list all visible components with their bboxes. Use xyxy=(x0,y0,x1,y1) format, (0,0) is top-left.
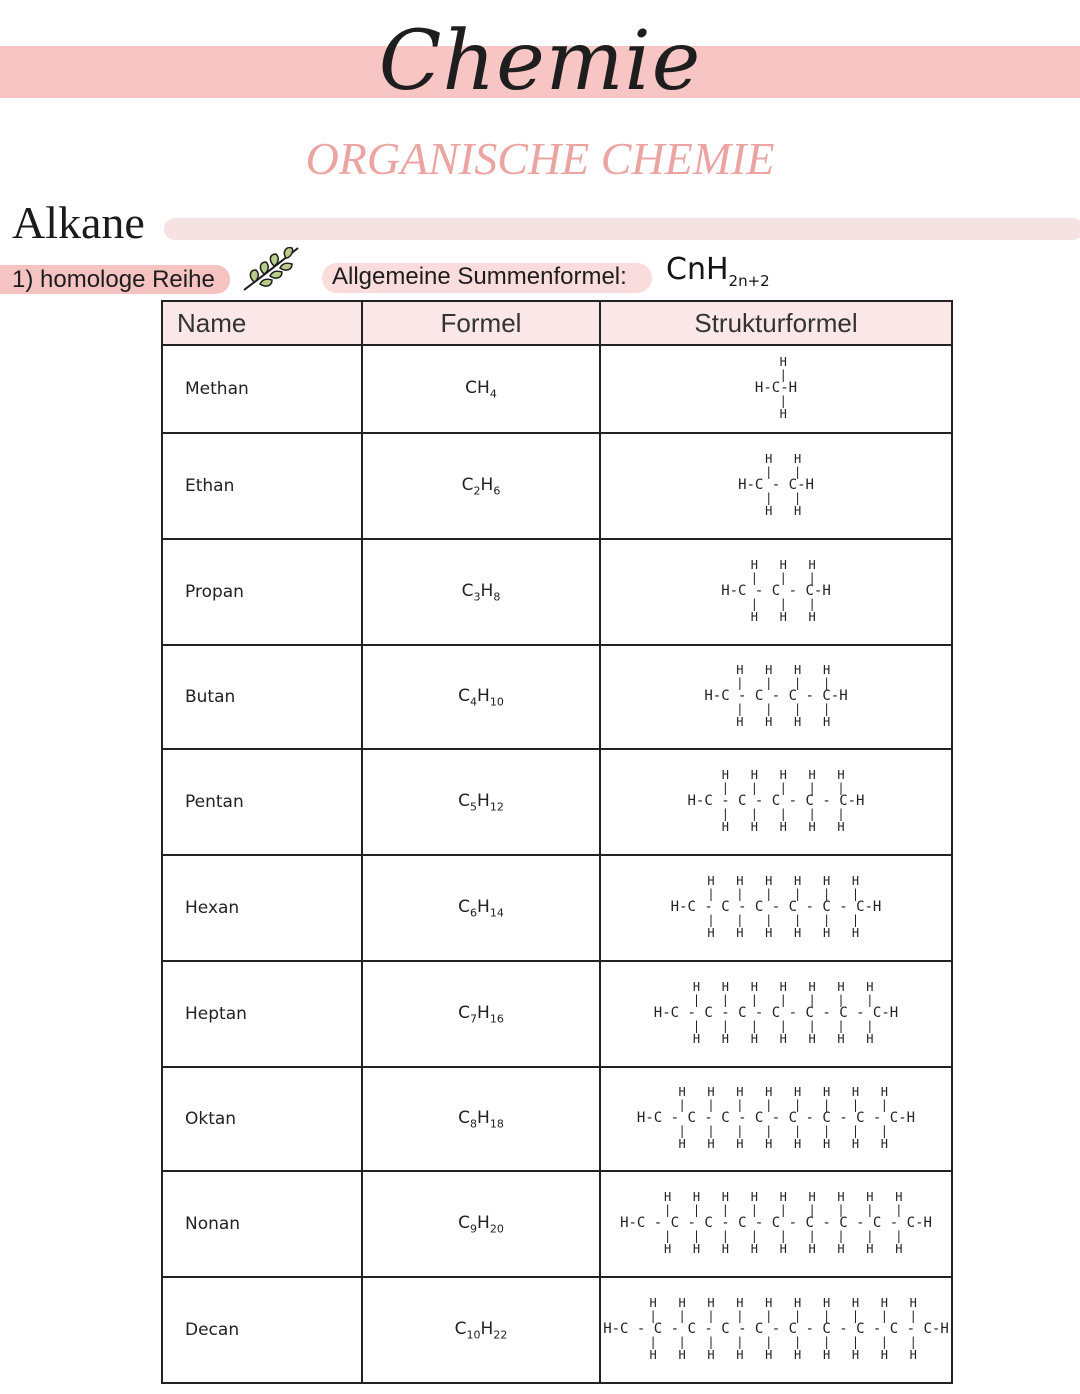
header-name: Name xyxy=(162,301,362,345)
table-row xyxy=(162,1171,952,1277)
section-title: Alkane xyxy=(12,197,145,248)
molecular-formula xyxy=(362,345,600,433)
alkane-name: Hexan xyxy=(162,855,362,961)
carbon-count: 6 xyxy=(470,906,478,920)
structural-formula xyxy=(600,1171,952,1277)
alkane-name: Nonan xyxy=(162,1171,362,1277)
hydrogen-symbol: H xyxy=(477,1212,490,1233)
structural-formula xyxy=(600,1277,952,1383)
table-row xyxy=(162,345,952,433)
table-row xyxy=(162,645,952,749)
hydrogen-symbol: H xyxy=(480,1318,494,1339)
carbon-symbol: C xyxy=(458,1107,471,1128)
table-row xyxy=(162,539,952,645)
carbon-symbol: C xyxy=(458,896,471,917)
molecular-formula xyxy=(362,539,600,645)
hydrogen-count: 6 xyxy=(493,484,501,498)
molecular-formula xyxy=(362,855,600,961)
molecular-formula xyxy=(362,1067,600,1171)
alkane-name: Oktan xyxy=(162,1067,362,1171)
structural-formula-drawing: H H H H H H | | | | | | H-C - C - C - C - C - C-H | | | | | | H H H H H H xyxy=(670,874,882,940)
general-formula: CnH$_{2n+2}$ xyxy=(666,252,770,290)
carbon-count: 9 xyxy=(470,1222,478,1236)
structural-formula-drawing: H H H H | | | | H-C - C - C - C-H | | | | H H H H xyxy=(704,663,848,729)
molecular-formula xyxy=(362,749,600,855)
structural-formula-drawing: H H H H H H H | | | | | | | H-C - C - C - C - C - C - C-H | | | | | | | H H H H H H H xyxy=(653,980,899,1046)
hydrogen-symbol: H xyxy=(480,474,494,495)
alkane-name: Ethan xyxy=(162,433,362,539)
hydrogen-count: 18 xyxy=(489,1117,504,1131)
page-subtitle: ORGANISCHE CHEMIE xyxy=(305,133,775,184)
structural-formula xyxy=(600,749,952,855)
carbon-count: 4 xyxy=(470,695,478,709)
molecular-formula xyxy=(362,1171,600,1277)
structural-formula-drawing: H H H H H H H H H | | | | | | | | | H-C - C - C - C - C - C - C - C - C-H | | | | | | | | | H H H H H H H H H xyxy=(620,1190,932,1256)
structural-formula xyxy=(600,539,952,645)
structural-formula-drawing: H H H | | | H-C - C - C-H | | | H H H xyxy=(721,558,831,624)
hydrogen-count: 12 xyxy=(489,800,504,814)
formula-label: Allgemeine Summenformel: xyxy=(332,263,627,290)
structural-formula xyxy=(600,345,952,433)
structural-formula-drawing: H H H H H | | | | | H-C - C - C - C - C-H | | | | | H H H H H xyxy=(687,768,865,834)
carbon-symbol: C xyxy=(458,790,471,811)
carbon-count: 2 xyxy=(473,484,481,498)
hydrogen-count: 8 xyxy=(493,590,501,604)
hydrogen-count: 10 xyxy=(489,695,504,709)
alkane-name: Heptan xyxy=(162,961,362,1067)
carbon-count: 10 xyxy=(466,1328,481,1342)
molecular-formula xyxy=(362,433,600,539)
carbon-symbol: C xyxy=(458,685,471,706)
alkane-name: Decan xyxy=(162,1277,362,1383)
alkane-name: Pentan xyxy=(162,749,362,855)
hydrogen-symbol: H xyxy=(477,896,490,917)
hydrogen-symbol: H xyxy=(477,1002,490,1023)
structural-formula xyxy=(600,433,952,539)
carbon-count: 5 xyxy=(470,800,478,814)
alkane-name: Propan xyxy=(162,539,362,645)
structural-formula xyxy=(600,855,952,961)
alkane-name: Butan xyxy=(162,645,362,749)
hydrogen-symbol: H xyxy=(477,1107,490,1128)
carbon-symbol: C xyxy=(461,474,474,495)
structural-formula xyxy=(600,961,952,1067)
hydrogen-symbol: H xyxy=(477,377,490,398)
table-row xyxy=(162,1067,952,1171)
table-row xyxy=(162,961,952,1067)
hydrogen-count: 4 xyxy=(489,387,497,401)
carbon-symbol: C xyxy=(454,1318,467,1339)
molecular-formula xyxy=(362,1277,600,1383)
hydrogen-count: 20 xyxy=(489,1222,504,1236)
molecular-formula xyxy=(362,645,600,749)
hydrogen-symbol: H xyxy=(477,790,490,811)
alkane-table xyxy=(161,300,953,1384)
subsection-title: 1) homologe Reihe xyxy=(12,266,215,293)
carbon-count: 3 xyxy=(473,590,481,604)
structural-formula-drawing: H | H-C-H | H xyxy=(754,355,798,421)
carbon-count: 7 xyxy=(470,1012,478,1026)
carbon-symbol: C xyxy=(461,580,474,601)
page-title: Chemie xyxy=(378,14,702,109)
structural-formula-drawing: H H | | H-C - C-H | | H H xyxy=(738,452,814,518)
hydrogen-symbol: H xyxy=(477,685,490,706)
carbon-count: 8 xyxy=(470,1117,478,1131)
table-header-row xyxy=(162,301,952,345)
structural-formula-drawing: H H H H H H H H | | | | | | | | H-C - C - C - C - C - C - C - C-H | | | | | | | | H H H H H H H H xyxy=(636,1085,916,1151)
structural-formula xyxy=(600,1067,952,1171)
table-row xyxy=(162,1277,952,1383)
table-row xyxy=(162,855,952,961)
structural-formula-drawing: H H H H H H H H H H | | | | | | | | | | H-C - C - C - C - C - C - C - C - C - C-H | | | | | | | | | | H H H H H H H H H H xyxy=(603,1296,949,1362)
hydrogen-symbol: H xyxy=(480,580,494,601)
hydrogen-count: 16 xyxy=(489,1012,504,1026)
leaf-icon xyxy=(240,244,302,294)
header-structure: Strukturformel xyxy=(600,301,952,345)
alkane-name: Methan xyxy=(162,345,362,433)
molecular-formula xyxy=(362,961,600,1067)
hydrogen-count: 22 xyxy=(493,1328,508,1342)
table-row xyxy=(162,749,952,855)
header-formula: Formel xyxy=(362,301,600,345)
carbon-symbol: C xyxy=(465,377,478,398)
structural-formula xyxy=(600,645,952,749)
table-row xyxy=(162,433,952,539)
carbon-symbol: C xyxy=(458,1002,471,1023)
section-underline xyxy=(164,218,1080,240)
hydrogen-count: 14 xyxy=(489,906,504,920)
carbon-symbol: C xyxy=(458,1212,471,1233)
